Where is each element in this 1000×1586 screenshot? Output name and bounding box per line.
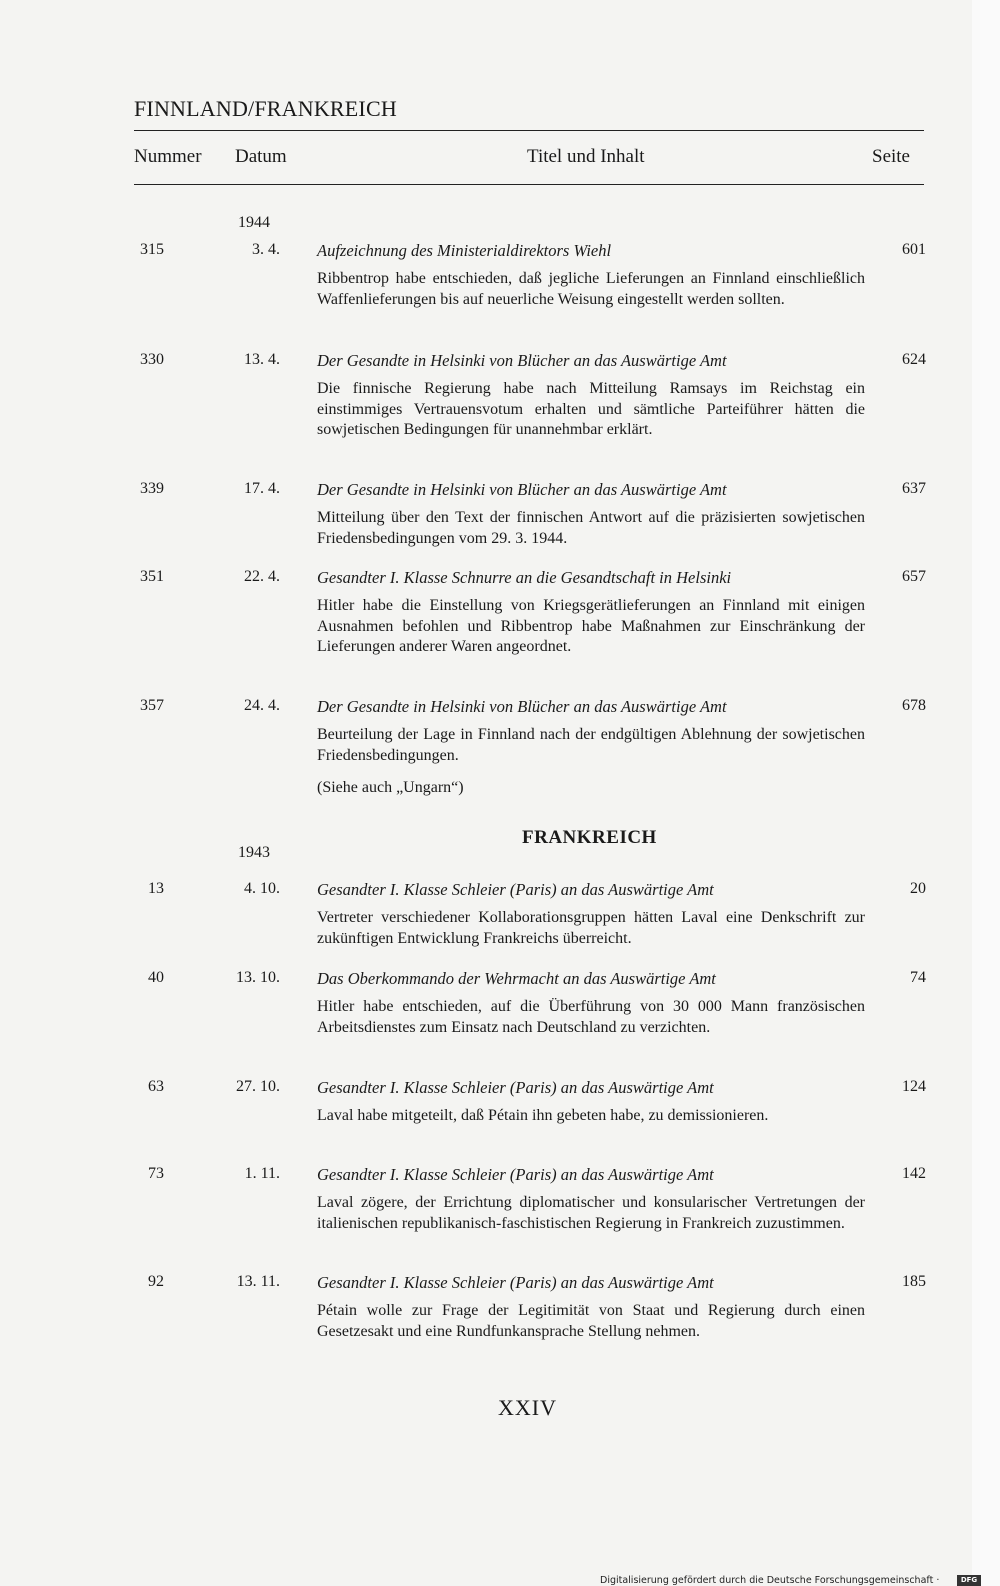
year-label-1943: 1943 (238, 844, 270, 861)
digitization-credit: Digitalisierung gefördert durch die Deutsche Forschungsgemeinschaft · (600, 1575, 940, 1586)
entry-number: 315 (140, 241, 164, 258)
entry-title: Aufzeichnung des Ministerialdirektors Wiehl (317, 241, 612, 260)
entry-number: 63 (148, 1078, 164, 1095)
entry-date: 13. 11. (236, 1273, 280, 1290)
entry-summary: Laval habe mitgeteilt, daß Pétain ihn gebeten habe, zu demissionieren. (317, 1107, 769, 1124)
entry-summary: Vertreter verschiedener Kollaborationsgruppen hätten Laval eine Denkschrift zur zukünftigen Entwicklung Frankreichs überreicht. (317, 909, 865, 947)
entry-page: 678 (902, 697, 926, 714)
entry-page: 637 (902, 480, 926, 497)
entry-title: Das Oberkommando der Wehrmacht an das Auswärtige Amt (317, 969, 716, 988)
entry-summary: Pétain wolle zur Frage der Legitimität von Staat und Regierung durch einen Gesetzesakt und eine Rundfunkansprache Stellung nehmen. (317, 1302, 865, 1340)
entry-title: Gesandter I. Klasse Schleier (Paris) an das Auswärtige Amt (317, 1165, 714, 1184)
page-folio: XXIV (498, 1395, 557, 1420)
entry-number: 73 (148, 1165, 164, 1182)
entry-title: Der Gesandte in Helsinki von Blücher an das Auswärtige Amt (317, 697, 727, 716)
entry-summary: Beurteilung der Lage in Finnland nach der endgültigen Ablehnung der sowjetischen Friedensbedingungen. (317, 726, 865, 764)
entry-number: 357 (140, 697, 164, 714)
entry-number: 339 (140, 480, 164, 497)
running-head: FINNLAND/FRANKREICH (134, 96, 397, 121)
entry-date: 1. 11. (244, 1165, 280, 1182)
entry-title: Gesandter I. Klasse Schleier (Paris) an das Auswärtige Amt (317, 1273, 714, 1292)
section-title-frankreich: FRANKREICH (522, 827, 657, 848)
entry-date: 13. 4. (244, 351, 280, 368)
column-header-seite: Seite (872, 146, 910, 167)
page-edge (972, 0, 1000, 1586)
entry-summary: Ribbentrop habe entschieden, daß jegliche Lieferungen an Finnland einschließlich Waffenlieferungen bis auf neuerliche Weisung eingestellt werden sollten. (317, 270, 865, 308)
entry-number: 40 (148, 969, 164, 986)
entry-date: 3. 4. (252, 241, 280, 258)
entry-date: 17. 4. (244, 480, 280, 497)
entry-number: 92 (148, 1273, 164, 1290)
entry-date: 22. 4. (244, 568, 280, 585)
entry-page: 185 (902, 1273, 926, 1290)
entry-title: Der Gesandte in Helsinki von Blücher an das Auswärtige Amt (317, 480, 727, 499)
header-rule-bottom (134, 184, 924, 185)
entry-page: 624 (902, 351, 926, 368)
entry-summary: Die finnische Regierung habe nach Mitteilung Ramsays im Reichstag ein einstimmiges Vertrauensvotum erhalten und sämtliche Parteiführer hätten die sowjetischen Bedingungen für unannehmbar erklärt. (317, 380, 865, 439)
dfg-logo-icon: DFG (957, 1575, 981, 1586)
entry-page: 74 (910, 969, 926, 986)
entry-number: 351 (140, 568, 164, 585)
entry-title: Gesandter I. Klasse Schleier (Paris) an das Auswärtige Amt (317, 1078, 714, 1097)
entry-summary: Hitler habe die Einstellung von Kriegsgerätlieferungen an Finnland mit einigen Ausnahmen befohlen und Ribbentrop habe Maßnahmen zur Einschränkung der Lieferungen anderer Waren angeordnet. (317, 597, 865, 656)
entry-page: 142 (902, 1165, 926, 1182)
entry-page: 657 (902, 568, 926, 585)
entry-title: Gesandter I. Klasse Schleier (Paris) an das Auswärtige Amt (317, 880, 714, 899)
column-header-titel: Titel und Inhalt (527, 146, 645, 167)
entry-number: 13 (148, 880, 164, 897)
entry-date: 27. 10. (236, 1078, 280, 1095)
entry-summary: Mitteilung über den Text der finnischen Antwort auf die präzisierten sowjetischen Friedensbedingungen vom 29. 3. 1944. (317, 509, 865, 547)
entry-page: 601 (902, 241, 926, 258)
see-also-note: (Siehe auch „Ungarn“) (317, 779, 464, 796)
entry-summary: Hitler habe entschieden, auf die Überführung von 30 000 Mann französischen Arbeitsdienstes zum Einsatz nach Deutschland zu verzichten. (317, 998, 865, 1036)
column-header-datum: Datum (235, 146, 287, 167)
entry-date: 24. 4. (244, 697, 280, 714)
entry-date: 13. 10. (236, 969, 280, 986)
entry-number: 330 (140, 351, 164, 368)
year-label-1944: 1944 (238, 214, 270, 231)
entry-date: 4. 10. (244, 880, 280, 897)
entry-title: Gesandter I. Klasse Schnurre an die Gesandtschaft in Helsinki (317, 568, 732, 587)
entry-title: Der Gesandte in Helsinki von Blücher an das Auswärtige Amt (317, 351, 727, 370)
header-rule-top (134, 130, 924, 131)
entry-page: 20 (910, 880, 926, 897)
column-header-nummer: Nummer (134, 146, 202, 167)
entry-summary: Laval zögere, der Errichtung diplomatischer und konsularischer Vertretungen der italienischen republikanisch-faschistischen Regierung in Frankreich zuzustimmen. (317, 1194, 865, 1232)
entry-page: 124 (902, 1078, 926, 1095)
